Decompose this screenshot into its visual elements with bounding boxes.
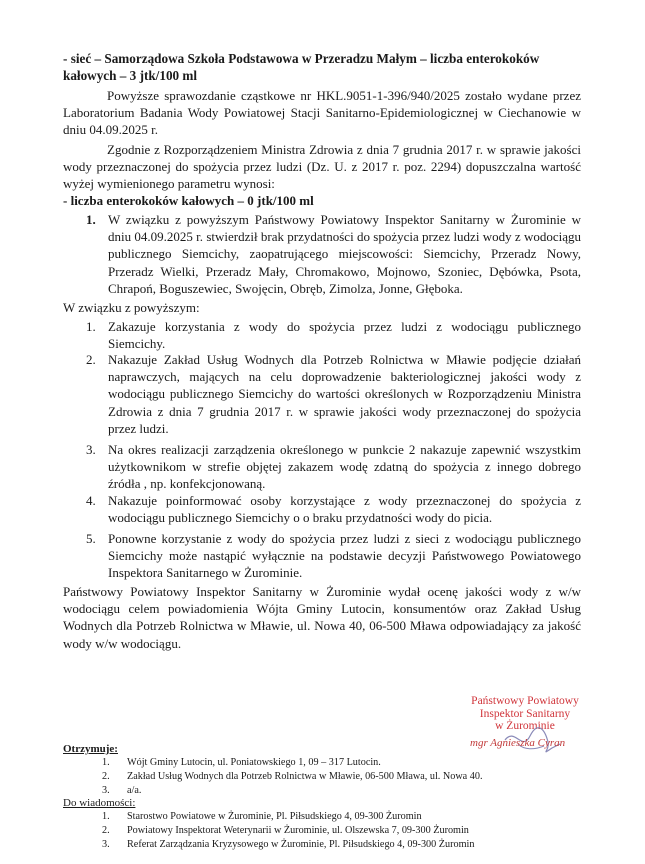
order-item-2 bbox=[86, 351, 581, 441]
recipient-number: 2. bbox=[102, 771, 110, 782]
order-item-4 bbox=[86, 492, 581, 528]
limit-line: - liczba enterokoków kałowych – 0 jtk/100 ml bbox=[63, 193, 314, 208]
cc-label: Do wiadomości: bbox=[63, 797, 136, 809]
regulation-paragraph: Zgodnie z Rozporządzeniem Ministra Zdrowia z dnia 7 grudnia 2017 r. w sprawie jakości wody przeznaczonej do spożycia przez ludzi (Dz. U. z 2017 r. poz. 2294) dopuszczalna wartość wyżej wymienionego parametru wynosi: bbox=[63, 142, 581, 192]
order-number: 1. bbox=[86, 319, 96, 334]
order-text: Nakazuje poinformować osoby korzystające z wody przeznaczonej do spożycia z wodociągu publicznego Siemcichy o o braku przydatności wody do picia. bbox=[108, 493, 581, 526]
order-item-1 bbox=[86, 318, 581, 354]
stamp-line-3: w Żurominie bbox=[495, 720, 555, 732]
therefore-label: W związku z powyższym: bbox=[63, 300, 200, 315]
cc-number: 2. bbox=[102, 825, 110, 836]
order-item-5 bbox=[86, 530, 581, 584]
cc-number: 3. bbox=[102, 839, 110, 850]
order-text: Zakazuje korzystania z wody do spożycia przez ludzi z wodociągu publicznego Siemcichy. bbox=[108, 319, 581, 352]
finding-number: 1. bbox=[86, 212, 96, 227]
cc-text: Referat Zarządzania Kryzysowego w Żurominie, Pl. Piłsudskiego 4, 09-300 Żuromin bbox=[127, 839, 475, 850]
order-number: 2. bbox=[86, 352, 96, 367]
finding-text: W związku z powyższym Państwowy Powiatowy Inspektor Sanitarny w Żurominie w dniu 04.09.2025 r. stwierdził brak przydatności do spożycia przez ludzi wody z wodociągu publicznego Siemcichy, zaopatrującego miejscowości: Siemcichy, Przeradz Nowy, Przeradz Wielki, Przeradz Mały, Chromakowo, Mojnowo, Szoniec, Dębówka, Psota, Chrapoń, Boguszewiec, Swojęcin, Obręb, Zimolza, Jonne, Głęboka. bbox=[108, 212, 581, 296]
order-text: Na okres realizacji zarządzenia określonego w punkcie 2 nakazuje zapewnić wszystkim użytkownikom w strefie objętej zakazem wodę zdatną do spożycia z innego dobrego źródła , np. konfekcjonowaną. bbox=[108, 442, 581, 492]
closing-paragraph: Państwowy Powiatowy Inspektor Sanitarny w Żurominie wydał ocenę jakości wody z w/w wodociągu celem powiadomienia Wójta Gminy Lutocin, konsumentów oraz Zakład Usług Wodnych dla Potrzeb Rolnictwa w Mławie, ul. Nowa 40, 06-500 Mława odpowiadający za jakość wody w/w wodociągu. bbox=[63, 584, 581, 651]
cc-item-1 bbox=[102, 811, 582, 824]
order-number: 4. bbox=[86, 493, 96, 508]
recipient-text: Wójt Gminy Lutocin, ul. Poniatowskiego 1, 09 – 317 Lutocin. bbox=[127, 757, 381, 768]
recipients-label: Otrzymuje: bbox=[63, 743, 118, 755]
heading-line-1: - sieć – Samorządowa Szkoła Podstawowa w Przeradzu Małym – liczba enterokoków bbox=[63, 51, 540, 66]
stamp-line-1: Państwowy Powiatowy bbox=[471, 695, 579, 707]
recipient-text: Zakład Usług Wodnych dla Potrzeb Rolnictwa w Mławie, 06-500 Mława, ul. Nowa 40. bbox=[127, 771, 483, 782]
order-text: Ponowne korzystanie z wody do spożycia przez ludzi z sieci z wodociągu publicznego Siemcichy może nastąpić wyłącznie na podstawie decyzji Państwowego Powiatowego Inspektora Sanitarnego w Żurominie. bbox=[108, 531, 581, 581]
cc-item-3 bbox=[102, 839, 582, 852]
cc-text: Starostwo Powiatowe w Żurominie, Pl. Piłsudskiego 4, 09-300 Żuromin bbox=[127, 811, 422, 822]
recipient-item-1 bbox=[102, 757, 582, 770]
cc-item-2 bbox=[102, 825, 582, 838]
finding-item bbox=[86, 211, 581, 301]
signatory-name: mgr Agnieszka Cyran bbox=[470, 737, 566, 749]
cc-number: 1. bbox=[102, 811, 110, 822]
order-number: 5. bbox=[86, 531, 96, 546]
recipient-item-3 bbox=[102, 785, 582, 798]
cc-text: Powiatowy Inspektorat Weterynarii w Żurominie, ul. Olszewska 7, 09-300 Żuromin bbox=[127, 825, 469, 836]
order-item-3 bbox=[86, 441, 581, 495]
stamp-line-2: Inspektor Sanitarny bbox=[479, 707, 571, 720]
order-text: Nakazuje Zakład Usług Wodnych dla Potrzeb Rolnictwa w Mławie podjęcie działań naprawczych, mających na celu doprowadzenie bakteriologicznej jakości wody z wodociągu publicznego Siemcichy do wartości określonych w Rozporządzeniu Ministra Zdrowia z dnia 7 grudnia 2017 r. w sprawie jakości wody przeznaczonej do spożycia przez ludzi. bbox=[108, 352, 581, 436]
report-paragraph: Powyższe sprawozdanie cząstkowe nr HKL.9051-1-396/940/2025 zostało wydane przez Laboratorium Badania Wody Powiatowej Stacji Sanitarno-Epidemiologicznej w Ciechanowie w dniu 04.09.2025 r. bbox=[63, 88, 581, 138]
recipient-number: 3. bbox=[102, 785, 110, 796]
order-number: 3. bbox=[86, 442, 96, 457]
heading-line-2: kałowych – 3 jtk/100 ml bbox=[63, 68, 198, 83]
recipient-text: a/a. bbox=[127, 785, 142, 796]
recipient-item-2 bbox=[102, 771, 582, 784]
recipient-number: 1. bbox=[102, 757, 110, 768]
